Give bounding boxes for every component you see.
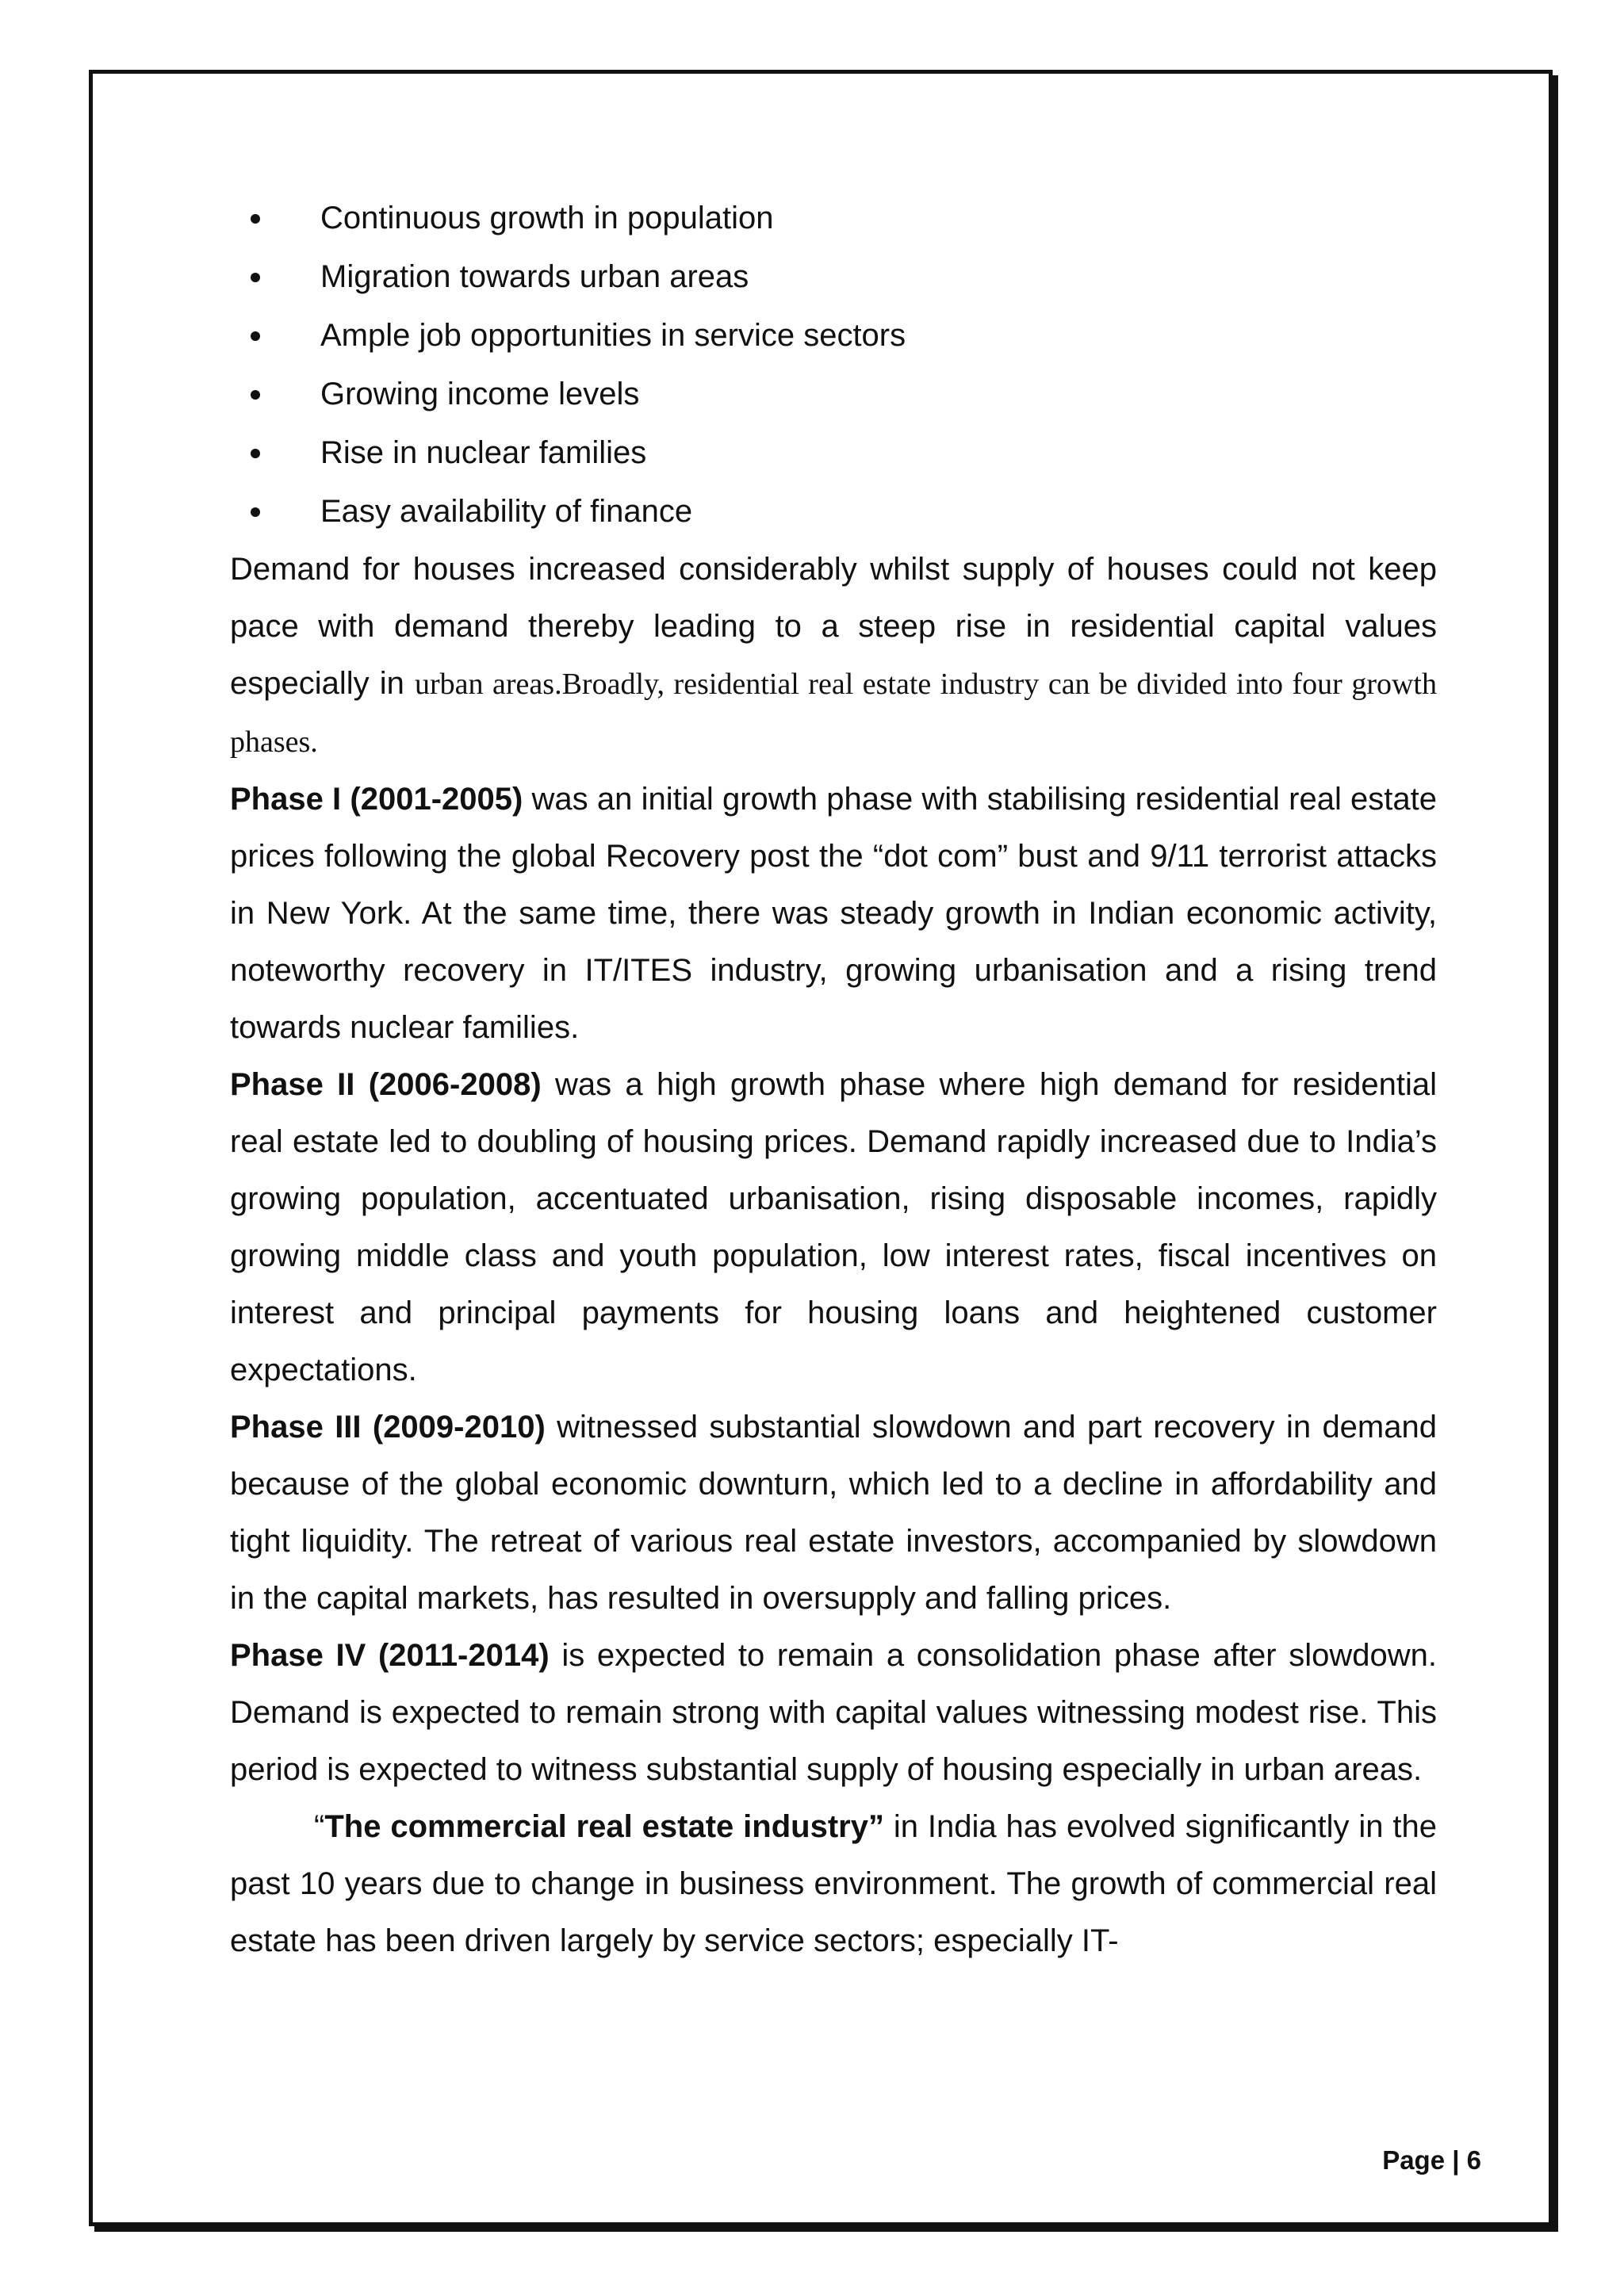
- bullet-icon: [251, 273, 260, 282]
- demand-paragraph: Demand for houses increased considerably whilst supply of houses could not keep pace with demand thereby leading to a steep rise in residential capital values especially in urban areas.Broadly, residential real estate industry can be divided into four growth phases.: [230, 552, 1437, 759]
- list-item: Migration towards urban areas: [230, 247, 1437, 306]
- bullet-icon: [251, 214, 260, 224]
- phase-3-paragraph: Phase III (2009-2010) witnessed substantial slowdown and part recovery in demand because of the global economic downturn, which led to a decline in affordability and tight liquidity. The retreat of various real estate investors, accompanied by slowdown in the capital markets, has resulted in oversupply and falling prices.: [230, 1410, 1437, 1616]
- list-item: Growing income levels: [230, 365, 1437, 423]
- page-number: Page | 6: [1382, 2145, 1481, 2175]
- commercial-paragraph: “The commercial real estate industry” in India has evolved significantly in the past 10 years due to change in business environment. The growth of commercial real estate has been driven largely by service sectors; especially IT-: [230, 1809, 1438, 1958]
- list-item: Rise in nuclear families: [230, 423, 1437, 482]
- bullet-icon: [251, 390, 260, 400]
- commercial-heading: The commercial real estate industry”: [324, 1809, 884, 1844]
- factor-list: [230, 189, 1437, 541]
- phase-4-heading: Phase IV (2011-2014): [230, 1638, 550, 1673]
- phase-1-heading: Phase I (2001-2005): [230, 782, 523, 817]
- bullet-icon: [251, 331, 260, 341]
- bullet-icon: [251, 507, 260, 517]
- list-item: Easy availability of finance: [230, 482, 1437, 541]
- list-item: Ample job opportunities in service sectors: [230, 306, 1437, 365]
- phase-3-heading: Phase III (2009-2010): [230, 1410, 546, 1445]
- phase-2-paragraph: Phase II (2006-2008) was a high growth phase where high demand for residential real estate led to doubling of housing prices. Demand rapidly increased due to India’s growing population, accentuated urbanisation, rising disposable incomes, rapidly growing middle class and youth population, low interest rates, fiscal incentives on interest and principal payments for housing loans and heightened customer expectations.: [230, 1067, 1438, 1387]
- document-body: [230, 189, 1437, 1969]
- bullet-icon: [251, 449, 260, 458]
- list-item: Continuous growth in population: [230, 189, 1437, 247]
- phase-1-paragraph: Phase I (2001-2005) was an initial growth phase with stabilising residential real estate prices following the global Recovery post the “dot com” bust and 9/11 terrorist attacks in New York. At the same time, there was steady growth in Indian economic activity, noteworthy recovery in IT/ITES industry, growing urbanisation and a rising trend towards nuclear families.: [230, 782, 1438, 1045]
- phase-4-paragraph: Phase IV (2011-2014) is expected to remain a consolidation phase after slowdown. Demand is expected to remain strong with capital values witnessing modest rise. This period is expected to witness substantial supply of housing especially in urban areas.: [230, 1638, 1437, 1787]
- phase-2-heading: Phase II (2006-2008): [230, 1067, 542, 1102]
